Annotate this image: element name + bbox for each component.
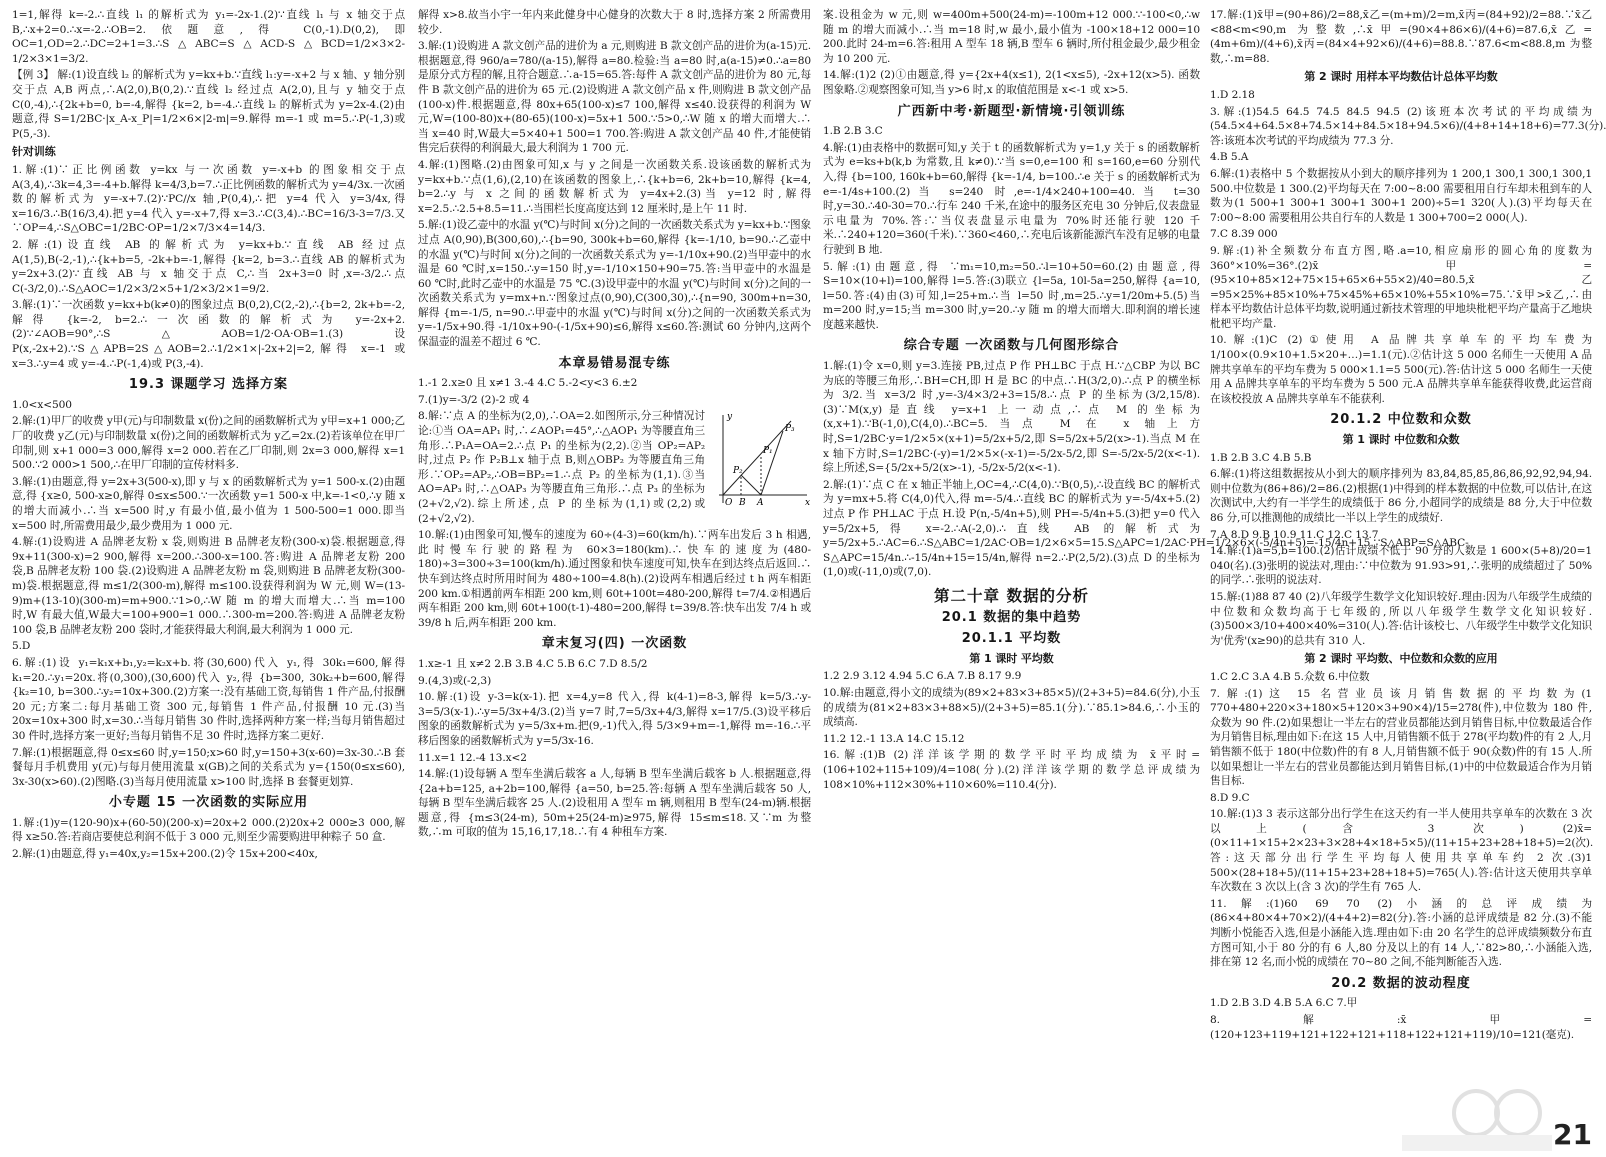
answer-item: 15.解:(1)88 87 40 (2)八年级学生数学文化知识较好.理由:因为八年级学生成绩的中位数和众数均高于七年级的,所以八年级学生数学文化知识较好.(3)500×3/10+400×40%=310(人).答:估计该校七、八年级学生中数学文化知识为'优秀'(x≥90)的总共有 310 人. xyxy=(1210,590,1592,647)
answer-item: 案.设租金为 w 元,则 w=400m+500(24-m)=-100m+12 000.∵-100<0,∴w 随 m 的增大而减小.∴当 m=18 时,w 最小,最小值为 -100×18+12 000=10 200.此时 24-m=6.答:租用 A 型车 18 辆,B 型车 6 辆时,所付租金最少,最少租金为 10 200 元. xyxy=(823,9,1200,65)
section-heading: 20.1.2 中位数和众数 xyxy=(1330,412,1472,428)
coordinate-figure xyxy=(711,411,811,507)
answer-item: 1.解:(1)y=(120-90)x+(60-50)(200-x)=20x+2 000.(2)20x+2 000≥3 000,解得 x≥50.答:若商店要使总利润不低于 3 000 元,则至少需要购进甲种粽子 50 盒. xyxy=(12,816,405,844)
answer-item: 1.B 2.B 3.C xyxy=(823,125,883,138)
answer-item: 4.解:(1)图略.(2)由图象可知,x 与 y 之间是一次函数关系.设该函数的解析式为 y=kx+b.∵点(1,6),(2,10)在该函数的图象上,∴{k+b=6, 2k+b=10,解得 {k=4, b=2.∴y 与 x 之间的函数解析式为 y=4x+2.(3)当 y=12 时,解得 x=2.5.∴2.5+8.5=11.∴当围栏长度高度达到 12 厘米时,是上午 11 时. xyxy=(418,158,811,215)
section-heading: 20.2 数据的波动程度 xyxy=(1331,975,1471,991)
subsection-heading: 第 2 课时 平均数、中位数和众数的应用 xyxy=(1304,652,1498,666)
answer-item: 7.(1)y=-3/2 (2)-2 或 4 xyxy=(418,393,530,406)
section-heading: 广西新中考·新题型·新情境·引领训练 xyxy=(897,103,1126,119)
section-heading: 20.1 数据的集中趋势 xyxy=(941,609,1082,625)
answer-item: 1.D 2.B 3.D 4.B 5.A 6.C 7.甲 xyxy=(1210,997,1358,1010)
answer-item: 解得 x>8.故当小宇一年内来此健身中心健身的次数大于 8 时,选择方案 2 所需费用较少. xyxy=(418,9,811,36)
answer-item: 7.C 8.39 000 xyxy=(1210,228,1278,241)
answer-item: 11.解:(1)60 69 70 (2)小涵的总评成绩为(86×4+80×4+70×2)/(4+4+2)=82(分).答:小涵的总评成绩是 82 分.(3)不能判断小悦能否入选,但是小涵能入选.理由如下:由 20 名学生的总评成绩频数分布直方图可知,小于 80 分的有 6 人,80 分及以上的有 14 人,∵82>80,∴小涵能入选,排在第 12 名,而小悦的成绩在 70~80 之间,不能判断能否入选. xyxy=(1210,897,1592,969)
section-heading: 小专题 15 一次函数的实际应用 xyxy=(108,795,309,811)
section-heading: 20.1.1 平均数 xyxy=(961,631,1062,647)
answer-item: 5.解:(1)设乙壶中的水温 y(℃)与时间 x(分)之间的一次函数关系式为 y=kx+b.∵图象过点 A(0,90),B(300,60),∴{b=90, 300k+b=60,解得 {k=-1/10, b=90.∴乙壶中的水温 y(℃)与时间 x(分)之间的一次函数关系式为 y=-1/10x+90.(2)当甲壶中的水温是 60 ℃时,x=150.∴y=150 时,y=-1/10×150+90=75.答:当甲壶中的水温是 60 ℃时,此时乙壶中的水温是 75 ℃.(3)设甲壶中的水温 y(℃)与时间 x(分)之间的一次函数关系式为 y=mx+n.∵图象过点(0,90),C(300,30),∴{n=90, 300m+n=30,解得 {m=-1/5, n=90.∴甲壶中的水温 y(℃)与时间 x(分)之间的一次函数关系式为 y=-1/5x+90.得 -1/10x+90-(-1/5x+90)≤6,解得 x≤60.答:测试 60 分钟内,这两个保温壶的温差不超过 6 ℃. xyxy=(418,219,811,349)
answer-item: 3.解:(1)54.5 64.5 74.5 84.5 94.5 (2)该班本次考试的平均成绩为(54.5×4+64.5×8+74.5×14+84.5×18+94.5×6)/(4+8+14+18+6)=77.3(分).答:该班本次考试的平均成绩为 77.3 分. xyxy=(1210,105,1606,147)
figure-label: A xyxy=(757,498,764,509)
figure-label: O xyxy=(725,498,733,509)
answer-item: 5.解:(1)由题意,得 ∵m₁=10,m₂=50.∴l=10+50=60.(2)由题意,得 S=10×(10+l)=100,解得 l=5.答:(3)联立 {l=5a, 10l-5a=250,解得 {a=10, l=50.答:(4)由(3)可知,l=25+m.∴当 l=50 时,m=25.∴y=1/20m+5.(5)当 m=200 时,y=15;当 m=300 时,y=20.∴y 随 m 的增大而增大.即利润的增长速度越来越快. xyxy=(823,260,1200,331)
subsection-heading: 第 1 课时 中位数和众数 xyxy=(1342,433,1460,447)
answer-item: 2.解:(1)由题意,得 y₁=40x,y₂=15x+200.(2)令 15x+200<40x, xyxy=(12,848,318,861)
section-heading: 19.3 课题学习 选择方案 xyxy=(128,377,289,393)
diagonal-line xyxy=(723,421,791,495)
answer-item: 8.D 9.C xyxy=(1210,791,1250,804)
answer-item: 17.解:(1)x̄甲=(90+86)/2=88,x̄乙=(m+m)/2=m,x̄丙=(84+92)/2=88.∵x̄乙<88<m<90,m 为整数,∴x̄甲=(90×4+86×6)/(4+6)=87.6,x̄乙=(4m+6m)/(4+6),x̄丙=(84×4+92×6)/(4+6)=88.8.∵87.6<m<88.8,m 为整数,∴m=88. xyxy=(1210,9,1592,65)
answer-item: 9.(4,3)或(-2,3) xyxy=(418,674,492,687)
figure-label: P₁ xyxy=(763,446,773,457)
figure-label: P₂ xyxy=(733,466,743,477)
answer-item: 1.0<x<500 xyxy=(12,398,72,411)
page-number: 21 xyxy=(1553,1118,1592,1151)
answer-item: 3.解:(1)设购进 A 款文创产品的进价为 a 元,则购进 B 款文创产品的进价为(a-15)元.根据题意,得 960/a=780/(a-15),解得 a=80.检验:当 a=80 时,a(a-15)≠0.∴a=80 是原分式方程的解,且符合题意.∴a-15=65.答:每件 A 款文创产品的进价为 80 元,每件 B 款文创产品的进价为 65 元.(2)设购进 A 款文创产品 x 件,则购进 B 款文创产品(100-x)件.根据题意,得 80x+65(100-x)≤7 100,解得 x≤40.设获得的利润为 W 元,W=(100-80)x+(80-65)(100-x)=5x+1 500.∵5>0,∴W 随 x 的增大而增大.∴当 x=40 时,W最大=5×40+1 500=1 700.答:购进 A 款文创产品 40 件,才能使销售完后获得的利润最大,最大利润为 1 700 元. xyxy=(418,40,811,155)
column-2 xyxy=(418,8,811,1148)
answer-item: 2.解:(1)∵点 C 在 x 轴正半轴上,OC=4,∴C(4,0).∵B(0,5),∴设直线 BC 的解析式为 y=mx+5.将 C(4,0)代入,得 m=-5/4.∴直线 BC 的解析式为 y=-5/4x+5.(2)过点 P 作 PH⊥AC 于点 H.设 P(n,-5/4n+5),则 PH=-5/4n+5.(3)把 y=0 代入 y=5/2x+5,得 x=-2.∴A(-2,0).∴直线 AB 的解析式为 y=5/2x+5.∴AC=6.∴S△ABC=1/2AC·OB=1/2×6×5=15.S△APC=1/2AC·PH=1/2×6×(-5/4n+5)=-15/4n+15.∵S△ABP=S△ABC-S△APC=15/4n.∴-15/4n+15=15/4n,解得 n=2.∴P(2,5/2).(3)点 D 的坐标为(1,0)或(-11,0)或(7,0). xyxy=(823,478,1469,579)
answer-item: 10.解:(1)C (2)①使用 A 品牌共享单车的平均车费为 1/100×(0.9×10+1.5×20+…)=1.1(元).②估计这 5 000 名师生一天使用 A 品牌共享单车的平均车费为 5 000×1.1=5 500(元).答:估计这 5 000 名师生一天使用 A 品牌共享单车的平均车费为 5 500 元.A 品牌共享单车能获得收费,此运营商在该校投放 A 品牌共享单车不能获利. xyxy=(1210,334,1592,405)
figure-label: B xyxy=(739,498,746,509)
answer-item: 11.2 12.-1 13.A 14.C 15.12 xyxy=(823,732,965,745)
answer-item: 10.解:由题意,得小文的成绩为(89×2+83×3+85×5)/(2+3+5)=84.6(分),小玉的成绩为(81×2+83×3+88×5)/(2+3+5)=85.1(分).∵85.1>84.6,∴小玉的成绩高. xyxy=(823,686,1200,729)
answer-item: 3.解:(1)由题意,得 y=2x+3(500-x),即 y 与 x 的函数解析式为 y=1 500-x.(2)由题意,得 {x≥0, 500-x≥0,解得 0≤x≤500.∵一次函数 y=1 500-x 中,k=-1<0,∴y 随 x 的增大而减小.∴当 x=500 时,y 有最小值,最小值为 1 500-500=1 000.即当 x=500 时,所需费用最少,最少费用为 1 000 元. xyxy=(12,475,405,532)
section-heading: 第二十章 数据的分析 xyxy=(934,586,1089,605)
answer-item: 1.-1 2.x≥0 且 x≠1 3.-4 4.C 5.-2<y<3 6.±2 xyxy=(418,377,638,390)
answer-item: 1=1,解得 k=-2.∴直线 l₁ 的解析式为 y₁=-2x-1.(2)∵直线 l₁ 与 x 轴交于点 B,∴x+2=0.∴x=-2.∴OB=2.依题意,得 C(0,-1).D(0,2),即 OC=1,OD=2.∴DC=2+1=3.∴S△ABC=S△ACD-S△BCD=1/2×3×2-1/2×3×1=3/2. xyxy=(12,9,405,65)
answer-item: 10.解:(1)由图象可知,慢车的速度为 60÷(4-3)=60(km/h).∵两车出发后 3 h 相遇,此时慢车行驶的路程为 60×3=180(km).∴快车的速度为(480-180)÷3=300÷3=100(km/h).通过图象和快车速度可知,快车在到达终点后返回.∴快车到达终点时所用时间为 480÷100=4.8(h).(2)设两车相遇后经过 t h 两车相距 200 km.①相遇前两车相距 200 km,则 60t+100t=480-200,解得 t=7/4.②相遇后两车相距 200 km,则 60t+100(t-1)-480=200,解得 t=39/8.答:快车出发 7/4 h 或 39/8 h 后,两车相距 200 km. xyxy=(418,529,811,629)
answer-item: 10.解:(1)3 3 表示这部分出行学生在这天约有一半人使用共享单车的次数在 3 次以上(含 3 次) (2)x̄=(0×11+1×15+2×23+3×28+4×18+5×5)/(11+15+23+28+18+5)=2(次).答:这天部分出行学生平均每人使用共享单车约 2 次.(3)1 500×(28+18+5)/(11+15+23+28+18+5)=765(人).答:估计这天使用共享单车次数在 3 次以上(含 3 次)的学生有 765 人. xyxy=(1210,808,1594,894)
answer-item: 6.解:(1)表格中 5 个数据按从小到大的顺序排列为 1 200,1 300,1 300,1 300,1 500.中位数是 1 300.(2)平均每天在 7:00~8:00 需要租用自行车却未租到车的人数为(1 500+1 300+1 300+1 300+1 200)÷5=1 320(人).(3)平均每天在 7:00~8:00 需要租用公共自行车的人数是 1 300+700=2 000(人). xyxy=(1210,167,1592,224)
figure-label: P₃ xyxy=(785,424,795,435)
answer-item: 7.解:(1)根据题意,得 0≤x≤60 时,y=150;x>60 时,y=150+3(x-60)=3x-30.∴B 套餐每月手机费用 y(元)与每月使用流量 x(GB)之间的关系式为 y={150(0≤x≤60), 3x-30(x>60).(2)图略.(3)当每月使用流量 x>100 时,选择 B 套餐更划算. xyxy=(12,746,405,788)
section-heading: 综合专题 一次函数与几何图形综合 xyxy=(903,338,1120,354)
answer-item: 7.解:(1)这 15 名营业员该月销售数据的平均数为(1 770+480+220×3+180×5+120×3+90×4)/15=278(件),中位数为 180 件,众数为 90 件.(2)如果想让一半左右的营业员都能达到月销售目标,中位数最适合作为月销售目标,理由如下:在这 15 人中,月销售额不低于 278(平均数)件的有 2 人,月销售额不低于 180(中位数)件的有 8 人,月销售额不低于 90(众数)件的有 15 人.所以如果想让一半左右的营业员都能达到月销售目标,(1)中的中位数最适合作为月销售目标. xyxy=(1210,687,1592,788)
column-4 xyxy=(1210,8,1606,1148)
answer-item: 6.解:(1)将这组数据按从小到大的顺序排列为 83,84,85,85,86,86,92,92,94,94.则中位数为(86+86)/2=86.(2)根据(1)中得到的样本数据的中位数,可以估计,在这次测试中,大约有一半学生的成绩低于 86 分,小超同学的成绩是 88 分,大于中位数 86 分,可以推测他的成绩比一半以上学生的成绩好. xyxy=(1210,468,1592,524)
answer-item: 1.解:(1)令 x=0,则 y=3.连接 PB,过点 P 作 PH⊥BC 于点 H.∵△CBP 为以 BC 为底的等腰三角形,∴BH=CH,即 H 是 BC 的中点.∴H(3/2,0).∴点 P 的横坐标为 3/2.当 x=3/2 时,y=-3/4×3/2+3=15/8.∴点 P 的坐标为(3/2,15/8).(3)∵M(x,y)是直线 y=x+1 上一动点,∴点 M 的坐标为(x,x+1).∵B(-1,0),C(4,0).∴BC=5.当点 M 在 x 轴上方时,S=1/2BC·y=1/2×5×(x+1)=5/2x+5/2,即 S=5/2x+5/2(x>-1).当点 M 在 x 轴下方时,S=1/2BC·(-y)=1/2×5×(-x-1)=-5/2x-5/2,即 S=-5/2x-5/2(x<-1).综上所述,S={5/2x+5/2(x>-1), -5/2x-5/2(x<-1). xyxy=(823,360,1200,475)
answer-item: 4.B 5.A xyxy=(1210,151,1249,164)
answer-item: 4.解:(1)由表格中的数据可知,y 关于 t 的函数解析式为 y=1,y 关于 s 的函数解析式为 e=ks+b(k,b 为常数,且 k≠0).∵当 s=0,e=100 和 s=160,e=60 分别代入,得 {b=100, 160k+b=60,解得 {k=-1/4, b=100.∴e 关于 s 的函数解析式为 e=-1/4s+100.(2)当 s=240 时,e=-1/4×240+100=40.当 t=30 时,y=30.∴40-30=70.∴行车 240 千米,在途中的服务区充电 30 分钟后,仪表盘显示电量为 70%.答:∵当仪表盘显示电量为 70%时还能行驶 120 千米.∴240+120=360(千米).∵360<460,∴充电后该新能源汽车没有足够的电量行驶到 B 地. xyxy=(823,141,1200,256)
answer-item: 5.D xyxy=(12,640,31,653)
answer-item: 1.解:(1)∵正比例函数 y=kx 与一次函数 y=-x+b 的图象相交于点 A(3,4),∴3k=4,3=-4+b.解得 k=4/3,b=7.∴正比例函数的解析式为 y=4/3x.一次函数的解析式为 y=-x+7.(2)∵PC//x 轴,P(0,4),∴把 y=4 代入 y=3/4x,得 x=16/3.∴B(16/3,4).把 y=4 代入 y=-x+7,得 x=3.∴C(3,4).∴BC=16/3-3=7/3.又∵OP=4,∴S△OBC=1/2BC·OP=1/2×7/3×4=14/3. xyxy=(12,163,405,235)
answer-item: 10.解:(1)设 y-3=k(x-1).把 x=4,y=8 代入,得 k(4-1)=8-3,解得 k=5/3.∴y-3=5/3(x-1).∴y=5/3x+4/3.(2)当 y=7 时,7=5/3x+4/3,解得 x=17/5.(3)设平移后图象的函数解析式为 y=5/3x+m.把(9,-1)代入,得 5/3×9+m=-1,解得 m=-16.∴平移后图象的函数解析式为 y=5/3x-16. xyxy=(418,691,811,747)
answer-item: 3.解:(1)∵一次函数 y=kx+b(k≠0)的图象过点 B(0,2),C(2,-2),∴{b=2, 2k+b=-2,解得 {k=-2, b=2.∴一次函数的解析式为 y=-2x+2.(2)∵∠AOB=90°,∴S△AOB=1/2·OA·OB=1.(3)设 P(x,-2x+2).∵S△APB=2S△AOB=2.∴1/2×1×|-2x+2|=2,解得 x=-1 或 x=3.∴y=4 或 y=-4.∴P(-1,4)或 P(3,-4). xyxy=(12,299,405,370)
answer-item: 2.解:(1)设直线 AB 的解析式为 y=kx+b.∵直线 AB 经过点 A(1,5),B(-2,-1),∴{k+b=5, -2k+b=-1,解得 {k=2, b=3.∴直线 AB 的解析式为 y=2x+3.(2)∵直线 AB 与 x 轴交于点 C,∴当 2x+3=0 时,x=-3/2.∴点 C(-3/2,0).∴S△AOC=1/2×3/2×5+1/2×3/2×1=9/2. xyxy=(12,238,405,295)
answer-item: 1.C 2.C 3.A 4.B 5.众数 6.中位数 xyxy=(1210,670,1370,683)
answer-item: 16.解:(1)B (2)洋洋该学期的数学平时平均成绩为 x̄平时=(106+102+115+109)/4=108(分).(2)洋洋该学期的数学总评成绩为 108×10%+112×30%+110×60%=110.4(分). xyxy=(823,749,1200,791)
answer-item: 11.x=1 12.-4 13.x<2 xyxy=(418,751,527,764)
answer-item: 8.解:x̄甲=(120+123+119+121+122+121+118+122+121+119)/10=121(毫克). xyxy=(1210,1014,1592,1041)
answer-item: 14.解:(1)a=5,b=100.(2)估计成绩不低于 90 分的人数是 1 600×(5+8)/20=1 040(名).(3)张明的说法对,理由:∵中位数为 91.93>91,∴张明的成绩超过了 50%的同学.∴张明的说法对. xyxy=(1210,545,1592,587)
answer-item: 2.解:(1)甲厂的收费 y甲(元)与印制数量 x(份)之间的函数解析式为 y甲=x+1 000;乙厂的收费 y乙(元)与印制数量 x(份)之间的函数解析式为 y乙=2x.(2)若该单位在甲厂印制,则 x+1 000=3 000,解得 x=2 000.若在乙厂印制,则 2x=3 000,解得 x=1 500.∵2 000>1 500,∴在甲厂印制的宣传材料多. xyxy=(12,415,405,472)
answer-item: 14.解:(1)设每辆 A 型车坐满后载客 a 人,每辆 B 型车坐满后载客 b 人.根据题意,得 {2a+b=125, a+2b=100,解得 {a=50, b=25.答:每辆 A 型车坐满后载客 50 人,每辆 B 型车坐满后载客 25 人.(2)设租用 A 型车 m 辆,则租用 B 型车(24-m)辆.根据题意,得 {m≤3(24-m), 50m+25(24-m)≥975,解得 15≤m≤18.又∵m 为整数,∴m 可取的值为 15,16,17,18.∴有 4 种租车方案. xyxy=(418,768,811,839)
figure-label: y xyxy=(727,412,732,423)
segment-ap3 xyxy=(761,431,783,495)
answer-item: 1.B 2.B 3.C 4.B 5.B xyxy=(1210,451,1312,464)
subsection-heading: 第 1 课时 平均数 xyxy=(969,651,1054,665)
answer-item: 1.D 2.18 xyxy=(1210,88,1255,101)
answer-item: 1.2 2.9 3.12 4.94 5.C 6.A 7.B 8.17 9.9 xyxy=(823,670,1022,683)
answer-item: 14.解:(1)2 (2)①由题意,得 y={2x+4(x≤1), 2(1<x≤5), -2x+12(x>5). 函数图象略.②观察图象可知,当 y>6 时,x 的取值范围是 x<-1 或 x>5. xyxy=(823,69,1200,96)
subsection-heading: 针对训练 xyxy=(12,145,56,159)
answer-item: 8.解:∵点 A 的坐标为(2,0),∴OA=2.如图所示,分三种情况讨论:①当 OA=AP₁ 时,∴∠AOP₁=45°,∴△AOP₁ 为等腰直角三角形.∴P₁A=OA=2.∴点 P₁ 的坐标为(2,2).②当 OP₂=AP₂ 时,过点 P₂ 作 P₂B⊥x 轴于点 B,则△OBP₂ 为等腰直角三角形.∵OP₂=AP₂,∴OB=BP₂=1.∴点 P₂ 的坐标为(1,1).③当 AO=AP₃ 时,∴△OAP₃ 为等腰直角三角形.∴点 P₃ 的坐标为(2+√2,√2).综上所述,点 P 的坐标为(1,1)或(2,2)或(2+√2,√2). xyxy=(418,410,705,525)
answer-item: 【例 3】 解:(1)设直线 l₂ 的解析式为 y=kx+b.∵直线 l₁:y=-x+2 与 x 轴、y 轴分别交于点 A,B 两点,∴A(2,0),B(0,2).∵直线 l₂ 经过点 A(2,0),且与 y 轴交于点 C(0,-4),∴{2k+b=0, b=-4,解得 {k=2, b=-4.∴直线 l₂ 的解析式为 y=2x-4.(2)由题意,得 S=1/2BC·|x_A-x_P|=1/2×6×|2-m|=9.解得 m=-1 或 m=5.∴P(-1,3)或 P(5,-3). xyxy=(12,69,405,140)
section-heading: 本章易错易混专练 xyxy=(558,355,671,371)
answer-item: 9.解:(1)补全频数分布直方图,略.a=10,相应扇形的圆心角的度数为 360°×10%=36°.(2)x̄甲=(95×10+85×12+75×15+65×6+55×2)/40=80.5,x̄乙=95×25%+85×10%+75×45%+65×10%+55×10%=75.∵x̄甲>x̄乙,∴由样本平均数估计总体平均数,说明通过新技术管理的甲地块枇杷平均产量高于乙地块枇杷平均产量. xyxy=(1210,244,1592,330)
section-heading: 章末复习(四) 一次函数 xyxy=(541,636,688,652)
answer-item: 1.x≥-1 且 x≠2 2.B 3.B 4.C 5.B 6.C 7.D 8.5/2 xyxy=(418,657,648,670)
watermark-logo xyxy=(1398,1085,1558,1155)
answer-item: 6.解:(1)设 y₁=k₁x+b₁,y₂=k₂x+b.将(30,600)代入 y₁,得 30k₁=600,解得 k₁=20.∴y₁=20x.将(0,300),(30,600)代入 y₂,得 {b=300, 30k₂+b=600,解得 {k₂=10, b=300.∴y₂=10x+300.(2)方案一:没有基础工资,每销售 1 件产品,付报酬 20 元;方案二:每月基础工资 300 元,每销售 1 件产品,付报酬 10 元.(3)当 20x=10x+300 时,x=30.∴当每月销售 30 件时,选择两种方案一样;当每月销售超过 30 件时,选择方案一更好;当每月销售不足 30 件时,选择方案二更好. xyxy=(12,656,405,742)
answer-item: 7.A 8.D 9.B 10.9 11.C 12.C 13.7 xyxy=(1210,528,1379,541)
column-1 xyxy=(12,8,405,1148)
figure-label: x xyxy=(805,498,810,509)
segment-ap2 xyxy=(741,475,761,495)
answer-item: 4.解:(1)设购进 A 品牌老友粉 x 袋,则购进 B 品牌老友粉(300-x)袋.根据题意,得 9x+11(300-x)=2 900,解得 x=200.∴300-x=100.答:购进 A 品牌老友粉 200 袋,B 品牌老友粉 100 袋.(2)设购进 A 品牌老友粉 m 袋,则购进 B 品牌老友粉(300-m)袋.根据题意,得 m≤1/2(300-m),解得 m≤100.设获得利润为 W 元,则 W=(13-9)m+(13-10)(300-m)=m+900.∵1>0,∴W 随 m 的增大而增大.∴当 m=100 时,W 有最大值,W最大=100+900=1 000.∴300-m=200.答:购进 A 品牌老友粉 100 袋,B 品牌老友粉 200 袋时,才能获得最大利润,最大利润为 1 000 元. xyxy=(12,536,405,636)
subsection-heading: 第 2 课时 用样本平均数估计总体平均数 xyxy=(1304,70,1498,84)
